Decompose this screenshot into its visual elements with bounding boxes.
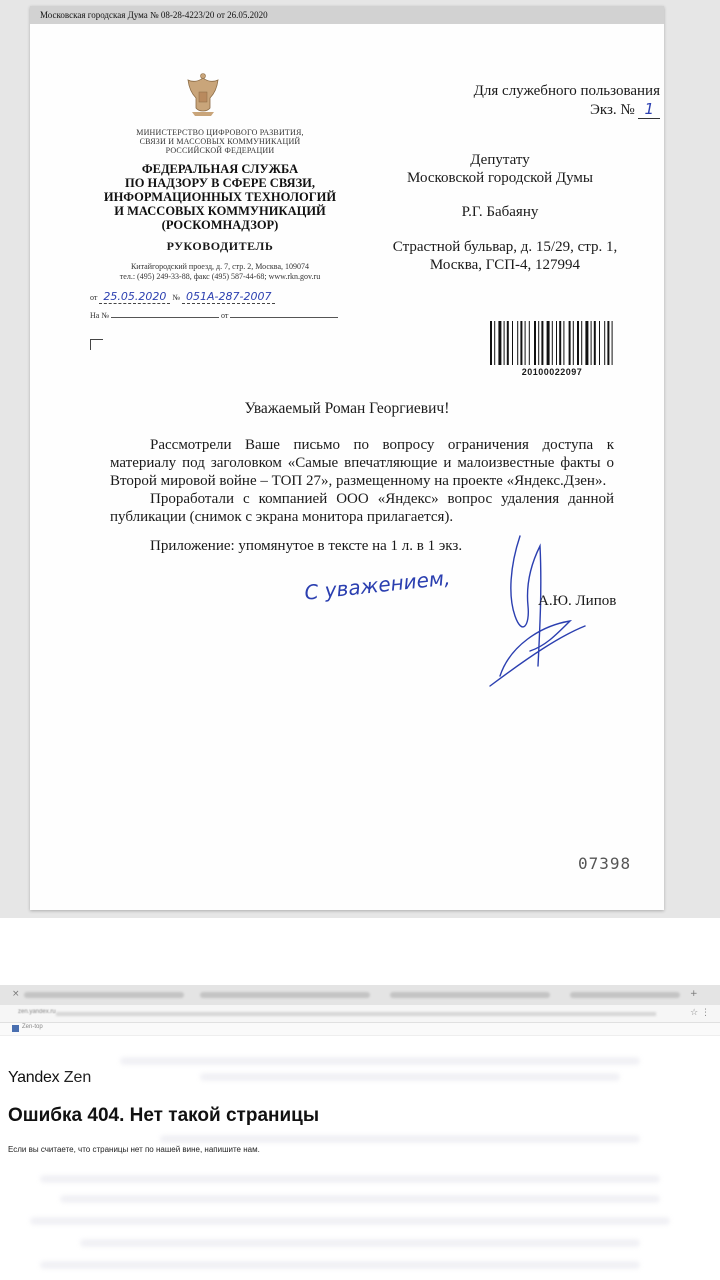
barcode-bar xyxy=(538,321,539,365)
body-paragraph: Рассмотрели Ваше письмо по вопросу ограничения доступа к материалу под заголовком «Самые впечатляющие и малоизвестные факты о Второй мировой войне – ТОП 27», размещенному на проекте «Яндекс.Дзен». xyxy=(110,437,614,489)
logo-brand: Yandex xyxy=(8,1069,60,1086)
barcode-bar xyxy=(547,321,550,365)
bookmarks-bar xyxy=(0,1023,720,1036)
barcode-bar xyxy=(520,321,522,365)
bookmark-item[interactable]: Zen-top xyxy=(22,1024,43,1030)
barcode-bar xyxy=(559,321,561,365)
bookmark-icon xyxy=(12,1025,19,1032)
agency-line: (РОСКОМНАДЗОР) xyxy=(161,218,279,232)
registration-stamp: Московская городская Дума № 08-28-4223/20 от 26.05.2020 xyxy=(30,6,664,24)
barcode-bar xyxy=(607,321,609,365)
recipient-address-line: Москва, ГСП-4, 127994 xyxy=(429,257,581,273)
error-message: Если вы считаете, что страницы нет по нашей вине, напишите нам. xyxy=(8,1145,260,1154)
ref-of-label: от xyxy=(220,311,229,320)
address-line: тел.: (495) 249-33-88, факс (495) 587-44-68; www.rkn.gov.ru xyxy=(119,272,321,281)
barcode-bar xyxy=(552,321,553,365)
ghosted-text xyxy=(200,1073,620,1081)
recipient-address-line: Страстной бульвар, д. 15/29, стр. 1, xyxy=(392,239,618,255)
browser-tab[interactable] xyxy=(200,992,370,998)
corner-bracket xyxy=(90,339,103,350)
ghosted-text xyxy=(60,1195,660,1203)
agency-line: ФЕДЕРАЛЬНАЯ СЛУЖБА xyxy=(141,162,299,176)
ghosted-text xyxy=(120,1057,640,1065)
recipient-name: Р.Г. Бабаяну xyxy=(461,204,539,220)
ministry-name xyxy=(80,128,360,155)
star-icon[interactable]: ☆ ⋮ xyxy=(690,1008,710,1018)
agency-address xyxy=(80,262,360,282)
ref-on-label: На № xyxy=(90,311,109,320)
browser-tab-strip xyxy=(0,985,720,1005)
restriction-label: Для служебного пользования xyxy=(473,83,660,99)
barcode-bar xyxy=(541,321,543,365)
barcode-bar xyxy=(594,321,596,365)
signature xyxy=(470,526,610,696)
head-title: РУКОВОДИТЕЛЬ xyxy=(166,239,274,253)
barcode-bar xyxy=(569,321,571,365)
appendix-note: Приложение: упомянутое в тексте на 1 л. в 1 экз. xyxy=(150,538,463,554)
coat-of-arms-emblem xyxy=(184,72,222,118)
barcode-bar xyxy=(577,321,579,365)
browser-screenshot xyxy=(0,985,720,1280)
ref-from-label: от xyxy=(90,293,98,302)
body-paragraph: Проработали с компанией ООО «Яндекс» вопрос удаления данной публикации (снимок с экрана монитора прилагается). xyxy=(110,491,614,525)
copy-number xyxy=(360,100,660,119)
close-icon[interactable]: × xyxy=(12,989,20,999)
barcode-bar xyxy=(573,321,574,365)
ghosted-text xyxy=(80,1239,640,1247)
yandex-zen-logo[interactable] xyxy=(8,1069,91,1087)
browser-tab[interactable] xyxy=(24,992,184,998)
ghosted-text xyxy=(40,1261,640,1269)
signer-name: А.Ю. Липов xyxy=(538,593,617,609)
barcode-bar xyxy=(494,321,495,365)
barcode-bar xyxy=(599,321,600,365)
ghosted-text xyxy=(160,1135,640,1143)
barcode-bar xyxy=(534,321,536,365)
greeting: Уважаемый Роман Георгиевич! xyxy=(244,400,450,417)
ministry-line: СВЯЗИ И МАССОВЫХ КОММУНИКАЦИЙ xyxy=(139,137,301,146)
ministry-line: МИНИСТЕРСТВО ЦИФРОВОГО РАЗВИТИЯ, xyxy=(136,128,304,137)
incoming-reference xyxy=(90,311,338,320)
browser-tab[interactable] xyxy=(390,992,550,998)
barcode-bar xyxy=(585,321,588,365)
barcode-number: 20100022097 xyxy=(521,367,583,377)
barcode-bar xyxy=(612,321,613,365)
ref-no-label: № xyxy=(172,293,181,302)
browser-tab[interactable] xyxy=(570,992,680,998)
add-tab-icon[interactable]: + xyxy=(690,989,698,999)
letter-page xyxy=(30,6,664,910)
document-number: 07398 xyxy=(578,854,632,873)
outgoing-reference xyxy=(90,290,275,303)
ghosted-text xyxy=(30,1217,670,1225)
barcode-bar xyxy=(490,321,492,365)
ref-date: 25.05.2020 xyxy=(99,290,170,304)
ref-number: 051А-287-2007 xyxy=(182,290,275,304)
error-title: Ошибка 404. Нет такой страницы xyxy=(8,1105,320,1126)
barcode-bar xyxy=(504,321,505,365)
barcode-bar xyxy=(512,321,513,365)
address-line: Китайгородский проезд, д. 7, стр. 2, Москва, 109074 xyxy=(130,262,310,271)
copy-label: Экз. № xyxy=(589,102,635,118)
regards-text: С уважением, xyxy=(303,565,452,605)
copy-value: 1 xyxy=(638,100,660,119)
blank-line xyxy=(111,311,219,318)
address-bar[interactable] xyxy=(0,1005,720,1023)
barcode-bar xyxy=(581,321,582,365)
recipient-title xyxy=(370,151,630,187)
barcode-bar xyxy=(529,321,530,365)
blank-line xyxy=(230,311,338,318)
recipient-address xyxy=(360,238,650,274)
barcode xyxy=(488,321,616,365)
url-blur xyxy=(56,1012,656,1016)
recipient-line: Депутату xyxy=(470,152,530,168)
barcode-bar xyxy=(591,321,592,365)
agency-line: И МАССОВЫХ КОММУНИКАЦИЙ xyxy=(114,204,326,218)
barcode-bar xyxy=(517,321,518,365)
barcode-bar xyxy=(525,321,526,365)
agency-line: ПО НАДЗОРУ В СФЕРЕ СВЯЗИ, xyxy=(124,176,316,190)
barcode-bar xyxy=(507,321,509,365)
ministry-line: РОССИЙСКОЙ ФЕДЕРАЦИИ xyxy=(165,146,275,155)
agency-name xyxy=(80,162,360,232)
barcode-bar xyxy=(556,321,557,365)
url-text: zen.yandex.ru xyxy=(18,1009,56,1015)
logo-product: Zen xyxy=(63,1069,92,1086)
recipient-line: Московской городской Думы xyxy=(406,170,594,186)
barcode-bar xyxy=(604,321,605,365)
barcode-bar xyxy=(498,321,501,365)
ghosted-text xyxy=(40,1175,660,1183)
barcode-bar xyxy=(563,321,564,365)
agency-line: ИНФОРМАЦИОННЫХ ТЕХНОЛОГИЙ xyxy=(103,190,337,204)
